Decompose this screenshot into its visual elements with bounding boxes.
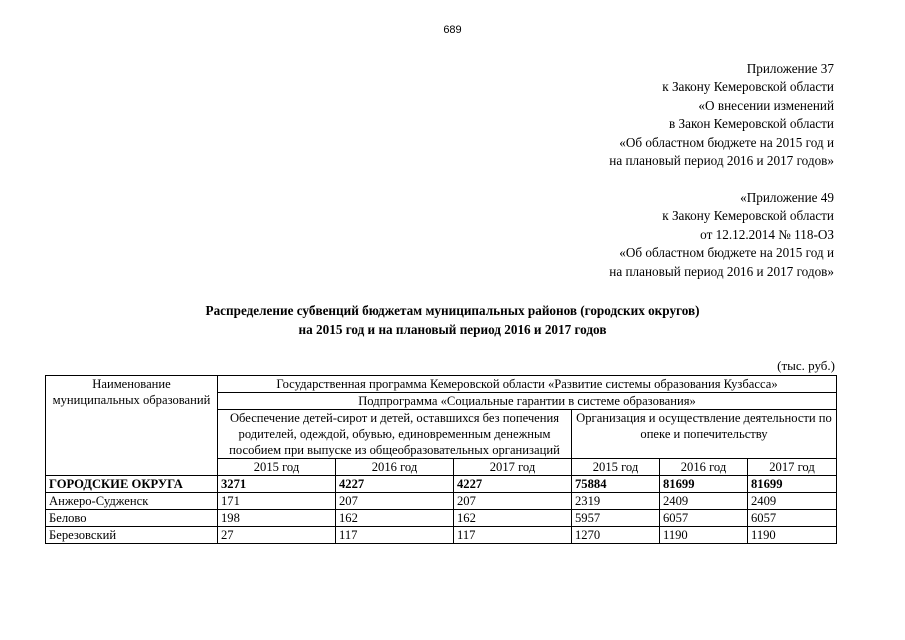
value-cell: 27 [218, 527, 336, 544]
value-cell: 207 [454, 493, 572, 510]
municipality-name: ГОРОДСКИЕ ОКРУГА [46, 476, 218, 493]
appendix-line: Приложение 37 [746, 61, 834, 76]
document-title [0, 302, 905, 339]
value-cell: 2409 [660, 493, 748, 510]
municipality-name: Анжеро-Судженск [46, 493, 218, 510]
value-cell: 6057 [660, 510, 748, 527]
appendix-line: от 12.12.2014 № 118-ОЗ [700, 226, 834, 242]
municipality-name: Белово [46, 510, 218, 527]
table-row [46, 510, 837, 527]
title-line: Распределение субвенций бюджетам муниципальных районов (городских округов) [205, 303, 700, 318]
appendix-37-header [609, 60, 834, 170]
value-cell: 198 [218, 510, 336, 527]
guardianship-header: Организация и осуществление деятельности по опеке и попечительству [572, 410, 837, 459]
year-header: 2016 год [660, 459, 748, 476]
value-cell: 75884 [572, 476, 660, 493]
title-line: на 2015 год и на плановый период 2016 и 2017 годов [298, 321, 607, 337]
table-row [46, 527, 837, 544]
value-cell: 4227 [454, 476, 572, 493]
unit-label: (тыс. руб.) [777, 358, 835, 373]
name-column-header: Наименование муниципальных образований [46, 376, 218, 476]
value-cell: 5957 [572, 510, 660, 527]
year-header: 2015 год [572, 459, 660, 476]
appendix-line: «Об областном бюджете на 2015 год и [619, 245, 834, 261]
value-cell: 1190 [748, 527, 837, 544]
appendix-line: к Закону Кемеровской области [662, 79, 834, 95]
page-number: 689 [443, 24, 462, 36]
subprogram-header: Подпрограмма «Социальные гарантии в системе образования» [218, 393, 837, 410]
value-cell: 1270 [572, 527, 660, 544]
value-cell: 117 [454, 527, 572, 544]
value-cell: 1190 [660, 527, 748, 544]
appendix-line: «Приложение 49 [740, 190, 834, 205]
value-cell: 4227 [336, 476, 454, 493]
subventions-table [45, 375, 837, 544]
value-cell: 171 [218, 493, 336, 510]
appendix-line: на плановый период 2016 и 2017 годов» [609, 153, 834, 169]
value-cell: 117 [336, 527, 454, 544]
year-header: 2016 год [336, 459, 454, 476]
appendix-line: «О внесении изменений [698, 97, 834, 113]
value-cell: 81699 [748, 476, 837, 493]
appendix-line: на плановый период 2016 и 2017 годов» [609, 263, 834, 279]
value-cell: 3271 [218, 476, 336, 493]
value-cell: 162 [454, 510, 572, 527]
value-cell: 6057 [748, 510, 837, 527]
program-header: Государственная программа Кемеровской области «Развитие системы образования Кузбасса» [218, 376, 837, 393]
year-header: 2017 год [748, 459, 837, 476]
value-cell: 2409 [748, 493, 837, 510]
year-header: 2017 год [454, 459, 572, 476]
appendix-line: в Закон Кемеровской области [669, 116, 834, 132]
appendix-line: «Об областном бюджете на 2015 год и [619, 134, 834, 150]
orphans-support-header: Обеспечение детей-сирот и детей, оставшихся без попечения родителей, одеждой, обувью, единовременным денежным пособием при выпуске из общеобразовательных организаций [218, 410, 572, 459]
value-cell: 207 [336, 493, 454, 510]
value-cell: 81699 [660, 476, 748, 493]
appendix-49-header [609, 189, 834, 281]
table-row [46, 493, 837, 510]
value-cell: 162 [336, 510, 454, 527]
value-cell: 2319 [572, 493, 660, 510]
appendix-line: к Закону Кемеровской области [662, 208, 834, 224]
year-header: 2015 год [218, 459, 336, 476]
table-row [46, 476, 837, 493]
municipality-name: Березовский [46, 527, 218, 544]
